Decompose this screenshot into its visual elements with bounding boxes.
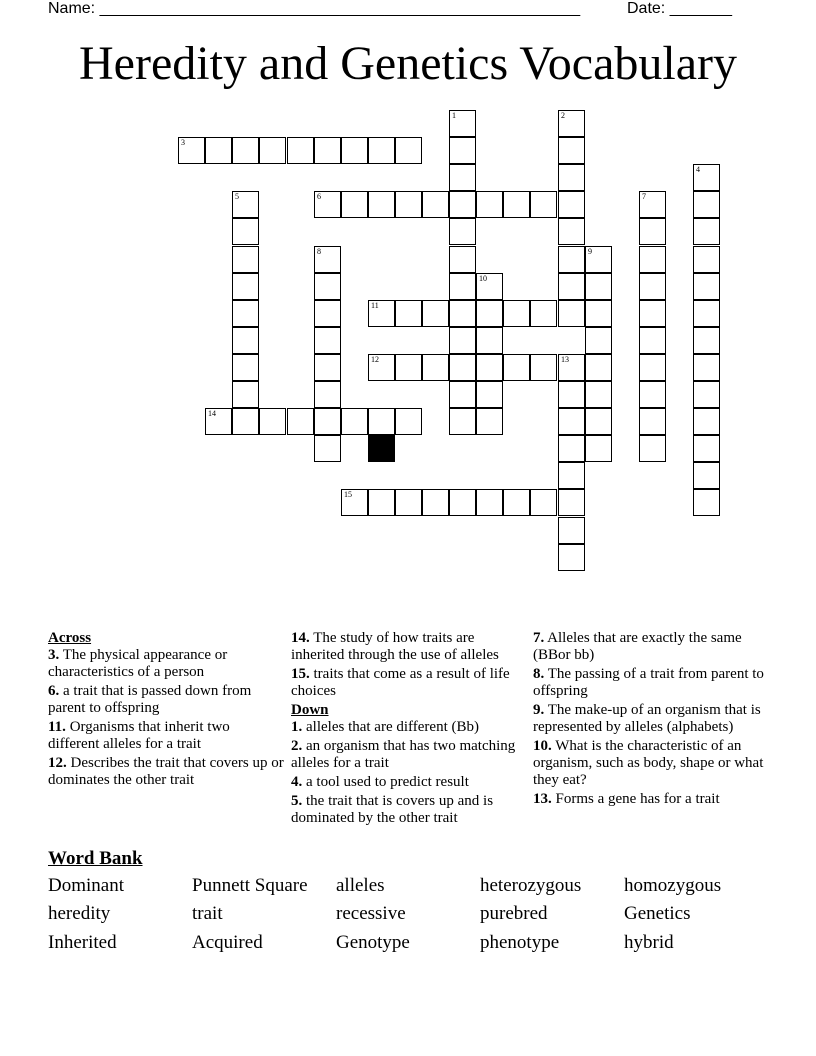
crossword-cell[interactable]	[558, 218, 585, 245]
crossword-cell[interactable]	[449, 218, 476, 245]
crossword-cell[interactable]	[232, 191, 259, 218]
crossword-cell[interactable]	[693, 462, 720, 489]
clue-number: 3	[181, 138, 185, 147]
crossword-cell[interactable]	[314, 327, 341, 354]
word-bank-word: hybrid	[624, 932, 674, 953]
crossword-cell[interactable]	[476, 354, 503, 381]
crossword-cell[interactable]	[530, 354, 557, 381]
crossword-cell[interactable]	[314, 246, 341, 273]
crossword-cell[interactable]	[449, 354, 476, 381]
crossword-cell[interactable]	[693, 408, 720, 435]
crossword-cell[interactable]	[693, 381, 720, 408]
crossword-cell[interactable]	[476, 273, 503, 300]
crossword-cell[interactable]	[476, 408, 503, 435]
clue-across-14: 14. The study of how traits are inherited through the use of alleles	[291, 630, 499, 663]
crossword-cell[interactable]	[693, 354, 720, 381]
page-title: Heredity and Genetics Vocabulary	[78, 37, 737, 90]
crossword-cell[interactable]	[476, 300, 503, 327]
word-bank-word: purebred	[480, 903, 548, 924]
crossword-cell[interactable]	[422, 489, 449, 516]
crossword-cell[interactable]	[639, 354, 666, 381]
clue-down-2: 2. an organism that has two matching alleles for a trait	[291, 738, 516, 771]
crossword-cell[interactable]	[558, 489, 585, 516]
clue-across-15: 15. traits that come as a result of life choices	[291, 666, 510, 699]
word-bank-word: phenotype	[480, 932, 560, 953]
crossword-cell[interactable]	[314, 191, 341, 218]
name-field-label: Name: ______________________________________________________	[48, 0, 581, 17]
clue-down-4: 4. a tool used to predict result	[291, 774, 469, 790]
crossword-cell[interactable]	[558, 354, 585, 381]
crossword-cell[interactable]	[314, 408, 341, 435]
clues-column-1	[48, 630, 284, 791]
crossword-cell[interactable]	[395, 300, 422, 327]
crossword-cell[interactable]	[449, 408, 476, 435]
word-bank-word: alleles	[336, 875, 385, 896]
clue-number: 10	[479, 274, 487, 283]
crossword-cell[interactable]	[205, 137, 232, 164]
crossword-cell[interactable]	[585, 327, 612, 354]
crossword-cell[interactable]	[639, 300, 666, 327]
crossword-cell[interactable]	[341, 191, 368, 218]
word-bank-word: Genotype	[336, 932, 410, 953]
word-bank-word: Acquired	[192, 932, 263, 953]
crossword-block	[368, 435, 395, 462]
clue-number: 2	[561, 111, 565, 120]
crossword-cell[interactable]	[449, 489, 476, 516]
crossword-cell[interactable]	[395, 137, 422, 164]
crossword-cell[interactable]	[585, 246, 612, 273]
crossword-cell[interactable]	[639, 191, 666, 218]
crossword-cell[interactable]	[693, 327, 720, 354]
crossword-cell[interactable]	[639, 273, 666, 300]
crossword-cell[interactable]	[693, 191, 720, 218]
crossword-cell[interactable]	[558, 137, 585, 164]
date-field-label: Date: _______	[627, 0, 732, 17]
crossword-cell[interactable]	[449, 381, 476, 408]
word-bank-word: recessive	[336, 903, 406, 924]
clue-down-10: 10. What is the characteristic of an organism, such as body, shape or what they eat?	[533, 738, 764, 788]
clue-number: 5	[235, 192, 239, 201]
crossword-cell[interactable]	[287, 408, 314, 435]
crossword-cell[interactable]	[232, 246, 259, 273]
crossword-cell[interactable]	[639, 381, 666, 408]
crossword-cell[interactable]	[314, 354, 341, 381]
word-bank-word: heredity	[48, 903, 111, 924]
clue-number: 13	[561, 355, 569, 364]
word-bank-word: Dominant	[48, 875, 124, 896]
crossword-cell[interactable]	[585, 273, 612, 300]
crossword-cell[interactable]	[476, 489, 503, 516]
clues-column-2	[291, 630, 527, 829]
crossword-cell[interactable]	[558, 517, 585, 544]
crossword-cell[interactable]	[693, 246, 720, 273]
crossword-cell[interactable]	[558, 110, 585, 137]
crossword-cell[interactable]	[558, 191, 585, 218]
crossword-cell[interactable]	[422, 354, 449, 381]
word-bank-word: homozygous	[624, 875, 722, 896]
clue-across-6: 6. a trait that is passed down from parent to offspring	[48, 683, 252, 716]
crossword-cell[interactable]	[639, 327, 666, 354]
clue-down-8: 8. The passing of a trait from parent to offspring	[533, 666, 764, 699]
crossword-cell[interactable]	[558, 462, 585, 489]
crossword-cell[interactable]	[503, 191, 530, 218]
crossword-cell[interactable]	[368, 489, 395, 516]
crossword-cell[interactable]	[314, 435, 341, 462]
crossword-cell[interactable]	[558, 246, 585, 273]
crossword-cell[interactable]	[232, 137, 259, 164]
crossword-cell[interactable]	[639, 246, 666, 273]
crossword-cell[interactable]	[558, 381, 585, 408]
word-bank-title: Word Bank	[48, 848, 143, 869]
across-heading: Across	[48, 630, 92, 646]
crossword-cell[interactable]	[558, 164, 585, 191]
crossword-cell[interactable]	[639, 435, 666, 462]
word-bank-word: Genetics	[624, 903, 691, 924]
crossword-cell[interactable]	[395, 191, 422, 218]
crossword-cell[interactable]	[558, 408, 585, 435]
crossword-cell[interactable]	[693, 300, 720, 327]
word-bank-word: Inherited	[48, 932, 117, 953]
word-bank-word: heterozygous	[480, 875, 582, 896]
crossword-cell[interactable]	[368, 408, 395, 435]
crossword-cell[interactable]	[232, 300, 259, 327]
crossword-cell[interactable]	[314, 381, 341, 408]
crossword-cell[interactable]	[314, 273, 341, 300]
clue-number: 8	[317, 247, 321, 256]
crossword-cell[interactable]	[395, 408, 422, 435]
down-heading: Down	[291, 702, 329, 718]
crossword-cell[interactable]	[693, 273, 720, 300]
crossword-cell[interactable]	[232, 408, 259, 435]
crossword-cell[interactable]	[585, 435, 612, 462]
clue-down-7: 7. Alleles that are exactly the same (BBor bb)	[533, 630, 742, 663]
crossword-cell[interactable]	[178, 137, 205, 164]
crossword-cell[interactable]	[368, 137, 395, 164]
clue-number: 9	[588, 247, 592, 256]
crossword-cell[interactable]	[232, 354, 259, 381]
crossword-cell[interactable]	[368, 191, 395, 218]
crossword-cell[interactable]	[476, 327, 503, 354]
crossword-cell[interactable]	[422, 300, 449, 327]
crossword-cell[interactable]	[558, 273, 585, 300]
clue-across-11: 11. Organisms that inherit two different alleles for a trait	[48, 719, 230, 752]
clue-number: 15	[344, 490, 352, 499]
crossword-cell[interactable]	[639, 408, 666, 435]
crossword-cell[interactable]	[259, 137, 286, 164]
crossword-cell[interactable]	[232, 327, 259, 354]
crossword-cell[interactable]	[530, 191, 557, 218]
crossword-cell[interactable]	[503, 300, 530, 327]
clues-column-3	[533, 630, 765, 810]
word-bank-word: Punnett Square	[192, 875, 308, 896]
crossword-cell[interactable]	[449, 137, 476, 164]
crossword-cell[interactable]	[341, 408, 368, 435]
clue-number: 12	[371, 355, 379, 364]
crossword-cell[interactable]	[585, 354, 612, 381]
clue-down-1: 1. alleles that are different (Bb)	[291, 719, 479, 735]
crossword-cell[interactable]	[314, 137, 341, 164]
clue-number: 4	[696, 165, 700, 174]
crossword-cell[interactable]	[639, 218, 666, 245]
crossword-cell[interactable]	[693, 218, 720, 245]
clue-down-13: 13. Forms a gene has for a trait	[533, 791, 720, 807]
clue-down-5: 5. the trait that is covers up and is dominated by the other trait	[291, 793, 494, 826]
crossword-cell[interactable]	[449, 273, 476, 300]
crossword-cell[interactable]	[232, 218, 259, 245]
crossword-cell[interactable]	[530, 300, 557, 327]
crossword-cell[interactable]	[368, 354, 395, 381]
crossword-cell[interactable]	[341, 489, 368, 516]
clue-number: 6	[317, 192, 321, 201]
crossword-cell[interactable]	[530, 489, 557, 516]
crossword-cell[interactable]	[558, 300, 585, 327]
crossword-cell[interactable]	[232, 273, 259, 300]
crossword-cell[interactable]	[314, 300, 341, 327]
clue-down-9: 9. The make-up of an organism that is represented by alleles (alphabets)	[533, 702, 761, 735]
crossword-cell[interactable]	[693, 164, 720, 191]
crossword-cell[interactable]	[449, 246, 476, 273]
crossword-cell[interactable]	[205, 408, 232, 435]
crossword-cell[interactable]	[693, 435, 720, 462]
crossword-cell[interactable]	[395, 354, 422, 381]
crossword-cell[interactable]	[476, 191, 503, 218]
crossword-cell[interactable]	[503, 489, 530, 516]
clue-number: 14	[208, 409, 216, 418]
crossword-cell[interactable]	[558, 544, 585, 571]
crossword-cell[interactable]	[585, 381, 612, 408]
crossword-cell[interactable]	[368, 300, 395, 327]
crossword-cell[interactable]	[693, 489, 720, 516]
crossword-cell[interactable]	[476, 381, 503, 408]
crossword-cell[interactable]	[232, 381, 259, 408]
crossword-cell[interactable]	[585, 300, 612, 327]
crossword-cell[interactable]	[449, 191, 476, 218]
crossword-cell[interactable]	[287, 137, 314, 164]
clue-across-3: 3. The physical appearance or characteristics of a person	[48, 647, 228, 680]
crossword-cell[interactable]	[259, 408, 286, 435]
crossword-cell[interactable]	[449, 164, 476, 191]
crossword-cell[interactable]	[558, 435, 585, 462]
crossword-cell[interactable]	[341, 137, 368, 164]
clue-across-12: 12. Describes the trait that covers up or dominates the other trait	[48, 755, 284, 788]
crossword-cell[interactable]	[503, 354, 530, 381]
crossword-cell[interactable]	[395, 489, 422, 516]
clue-number: 11	[371, 301, 379, 310]
clue-number: 1	[452, 111, 456, 120]
crossword-cell[interactable]	[422, 191, 449, 218]
crossword-cell[interactable]	[449, 110, 476, 137]
word-bank-word: trait	[192, 903, 223, 924]
crossword-cell[interactable]	[449, 300, 476, 327]
crossword-cell[interactable]	[585, 408, 612, 435]
crossword-cell[interactable]	[449, 327, 476, 354]
clue-number: 7	[642, 192, 646, 201]
